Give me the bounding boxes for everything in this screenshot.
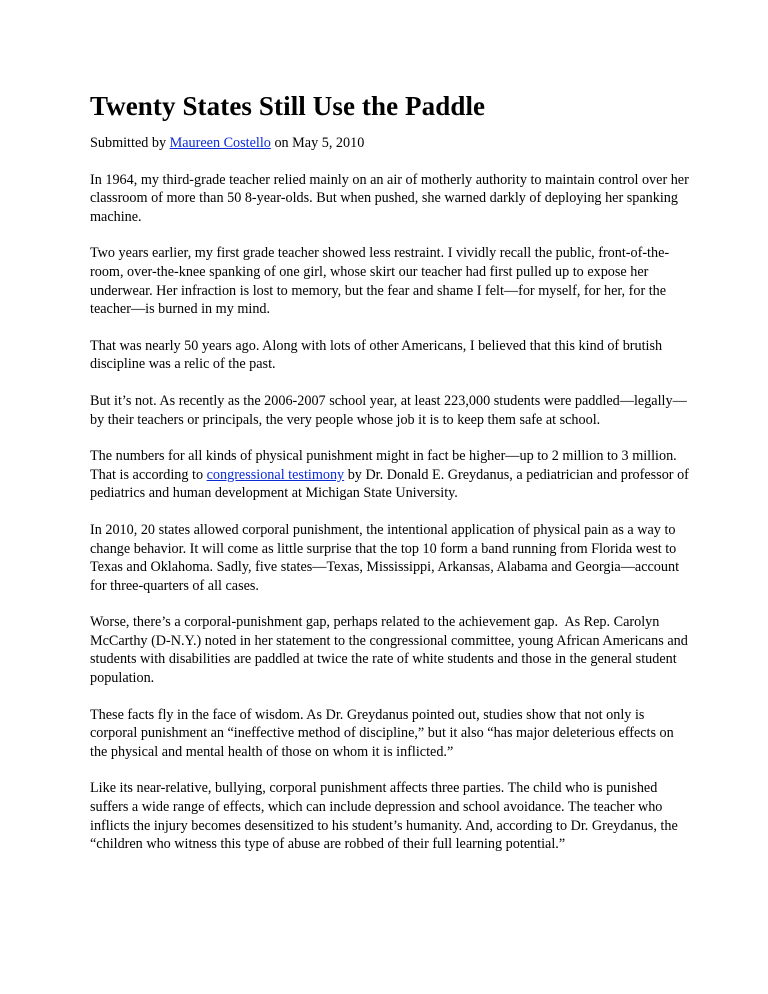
paragraph-8: These facts fly in the face of wisdom. As Dr. Greydanus pointed out, studies show that not only is corporal punishment an “ineffective method of discipline,” but it also “has major deleterious effects on the physical and mental health of those on whom it is inflicted.”: [90, 706, 674, 760]
byline-date: on May 5, 2010: [270, 135, 365, 151]
paragraph-9: Like its near-relative, bullying, corporal punishment affects three parties. The child who is punished suffers a wide range of effects, which can include depression and school avoidance. The teacher who inflicts the injury becomes desensitized to his student’s humanity. And, according to Dr. Greydanus, the “children who witness this type of abuse are robbed of their full learning potential.”: [90, 780, 678, 853]
article: [90, 88, 690, 854]
byline: [90, 134, 690, 153]
paragraph-5: [90, 447, 690, 503]
byline-prefix: Submitted by: [90, 135, 170, 151]
paragraph-6: In 2010, 20 states allowed corporal punishment, the intentional application of physical pain as a way to change behavior. It will come as little surprise that the top 10 form a band running from Florida west to Texas and Oklahoma. Sadly, five states—Texas, Mississippi, Arkansas, Alabama and Georgia—account for three-quarters of all cases.: [90, 521, 680, 594]
paragraph-5-after: by Dr. Donald E. Greydanus, a pediatrician and professor of pediatrics and human development at Michigan State University.: [90, 466, 689, 502]
paragraph-5-before: The numbers for all kinds of physical punishment might in fact be higher—up to 2 million to 3 million. That is according to: [90, 448, 677, 483]
congressional-testimony-link[interactable]: congressional testimony: [206, 466, 345, 483]
author-link[interactable]: Maureen Costello: [169, 135, 271, 151]
article-title: Twenty States Still Use the Paddle: [90, 91, 486, 121]
paragraph-4: But it’s not. As recently as the 2006-2007 school year, at least 223,000 students were paddled—legally—by their teachers or principals, the very people whose job it is to keep them safe at school.: [90, 392, 687, 428]
paragraph-7: Worse, there’s a corporal-punishment gap, perhaps related to the achievement gap. As Rep. Carolyn McCarthy (D-N.Y.) noted in her statement to the congressional committee, young African Americans and students with disabilities are paddled at twice the rate of white students and those in the general student population.: [90, 614, 688, 687]
paragraph-1: In 1964, my third-grade teacher relied mainly on an air of motherly authority to maintain control over her classroom of more than 50 8-year-olds. But when pushed, she warned darkly of deploying her spanking machine.: [90, 171, 689, 225]
paragraph-2: Two years earlier, my first grade teacher showed less restraint. I vividly recall the public, front-of-the-room, over-the-knee spanking of one girl, whose skirt our teacher had first pulled up to expose her underwear. Her infraction is lost to memory, but the fear and shame I felt—for myself, for her, for the teacher—is burned in my mind.: [90, 245, 670, 318]
paragraph-3: That was nearly 50 years ago. Along with lots of other Americans, I believed that this kind of brutish discipline was a relic of the past.: [90, 337, 663, 373]
